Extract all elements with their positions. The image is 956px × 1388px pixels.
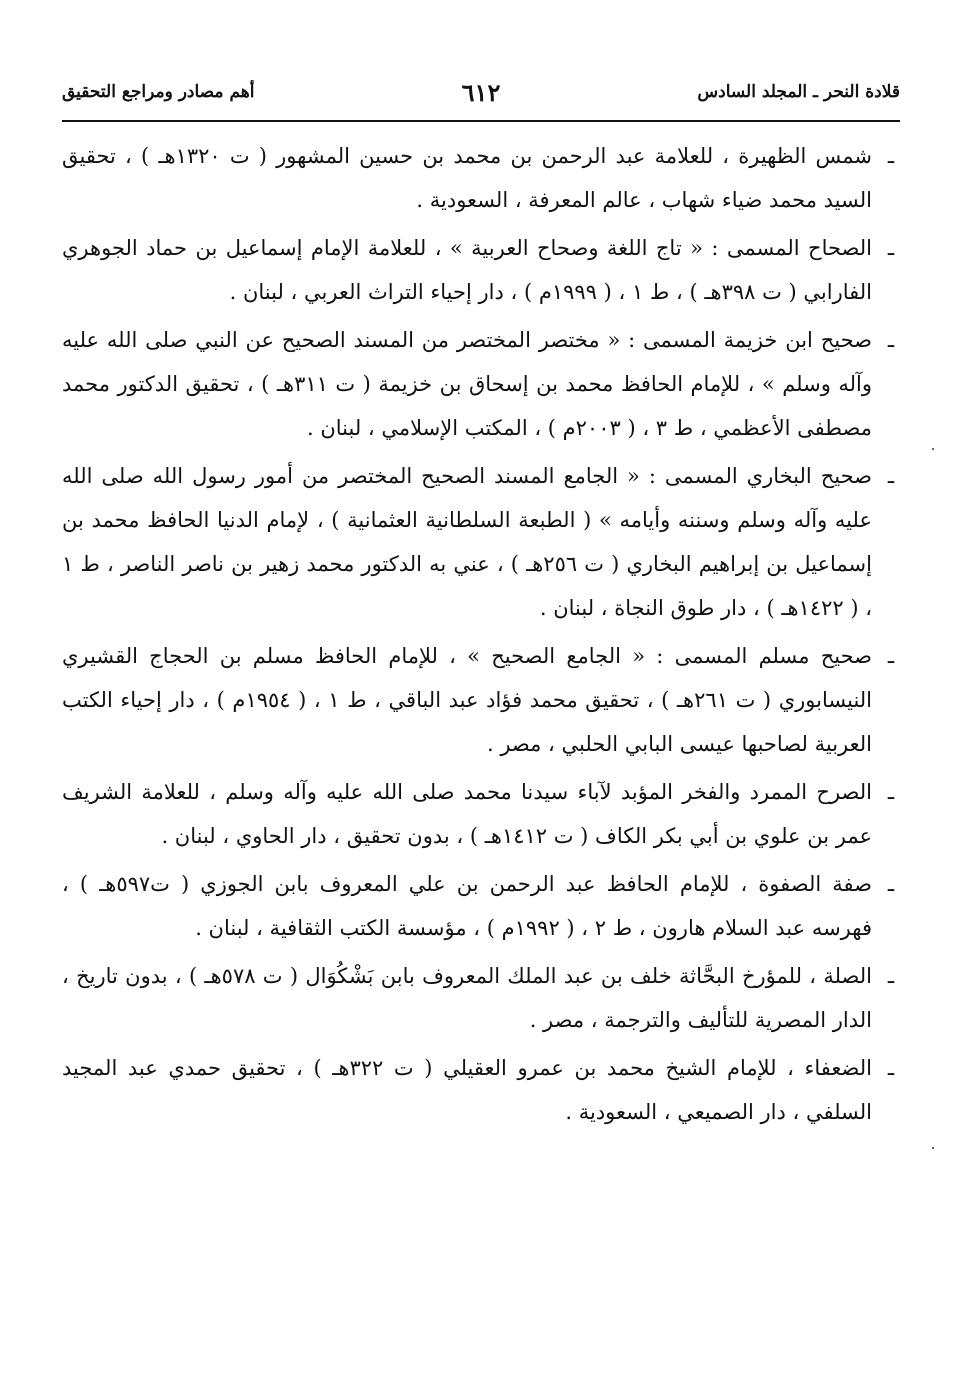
bibliography-entry: ـصفة الصفوة ، للإمام الحافظ عبد الرحمن بن علي المعروف بابن الجوزي ( ت٥٩٧هـ ) ، فهرسه عبد السلام هارون ، ط ٢ ، ( ١٩٩٢م ) ، مؤسسة الكتب الثقافية ، لبنان . [62, 872, 894, 940]
running-header [62, 78, 900, 114]
bibliography-entry: ـصحيح ابن خزيمة المسمى : « مختصر المختصر من المسند الصحيح عن النبي صلى الله عليه وآله وسلم » ، للإمام الحافظ محمد بن إسحاق بن خزيمة ( ت ٣١١هـ ) ، تحقيق الدكتور محمد مصطفى الأعظمي ، ط ٣ ، ( ٢٠٠٣م ) ، المكتب الإسلامي ، لبنان . [62, 328, 894, 440]
header-rule [62, 120, 900, 122]
bibliography-entry: ـالصلة ، للمؤرخ البحَّاثة خلف بن عبد الملك المعروف بابن بَشْكُوَال ( ت ٥٧٨هـ ) ، بدون تاريخ ، الدار المصرية للتأليف والترجمة ، مصر . [62, 964, 894, 1032]
scan-speck [932, 1147, 934, 1149]
bibliography-entry: ـالضعفاء ، للإمام الشيخ محمد بن عمرو العقيلي ( ت ٣٢٢هـ ) ، تحقيق حمدي عبد المجيد السلفي ، دار الصميعي ، السعودية . [62, 1056, 894, 1124]
header-book-title: قلادة النحر ـ المجلد السادس [697, 82, 900, 102]
page-number: ٦١٢ [461, 78, 501, 107]
bibliography-entry: ـالصرح الممرد والفخر المؤبد لآباء سيدنا محمد صلى الله عليه وآله وسلم ، للعلامة الشريف عمر بن علوي بن أبي بكر الكاف ( ت ١٤١٢هـ ) ، بدون تحقيق ، دار الحاوي ، لبنان . [62, 780, 894, 848]
entry-text: الصرح الممرد والفخر المؤبد لآباء سيدنا محمد صلى الله عليه وآله وسلم ، للعلامة الشريف عمر بن علوي بن أبي بكر الكاف ( ت ١٤١٢هـ ) ، بدون تحقيق ، دار الحاوي ، لبنان . [62, 780, 872, 848]
entry-text: شمس الظهيرة ، للعلامة عبد الرحمن بن محمد بن حسين المشهور ( ت ١٣٢٠هـ ) ، تحقيق السيد محمد ضياء شهاب ، عالم المعرفة ، السعودية . [62, 144, 872, 212]
bibliography-list [62, 134, 894, 1138]
header-section-title: أهم مصادر ومراجع التحقيق [62, 82, 255, 102]
entry-text: صحيح مسلم المسمى : « الجامع الصحيح » ، للإمام الحافظ مسلم بن الحجاج القشيري النيسابوري ( ت ٢٦١هـ ) ، تحقيق محمد فؤاد عبد الباقي ، ط ١ ، ( ١٩٥٤م ) ، دار إحياء الكتب العربية لصاحبها عيسى البابي الحلبي ، مصر . [62, 644, 873, 756]
bibliography-entry: ـصحيح مسلم المسمى : « الجامع الصحيح » ، للإمام الحافظ مسلم بن الحجاج القشيري النيسابوري ( ت ٢٦١هـ ) ، تحقيق محمد فؤاد عبد الباقي ، ط ١ ، ( ١٩٥٤م ) ، دار إحياء الكتب العربية لصاحبها عيسى البابي الحلبي ، مصر . [62, 644, 894, 756]
scan-speck [932, 448, 934, 450]
entry-text: صحيح ابن خزيمة المسمى : « مختصر المختصر من المسند الصحيح عن النبي صلى الله عليه وآله وسلم » ، للإمام الحافظ محمد بن إسحاق بن خزيمة ( ت ٣١١هـ ) ، تحقيق الدكتور محمد مصطفى الأعظمي ، ط ٣ ، ( ٢٠٠٣م ) ، المكتب الإسلامي ، لبنان . [62, 328, 872, 440]
entry-text: الضعفاء ، للإمام الشيخ محمد بن عمرو العقيلي ( ت ٣٢٢هـ ) ، تحقيق حمدي عبد المجيد السلفي ، دار الصميعي ، السعودية . [62, 1056, 872, 1124]
entry-text: الصلة ، للمؤرخ البحَّاثة خلف بن عبد الملك المعروف بابن بَشْكُوَال ( ت ٥٧٨هـ ) ، بدون تاريخ ، الدار المصرية للتأليف والترجمة ، مصر . [62, 964, 872, 1032]
bibliography-entry: ـالصحاح المسمى : « تاج اللغة وصحاح العربية » ، للعلامة الإمام إسماعيل بن حماد الجوهري الفارابي ( ت ٣٩٨هـ ) ، ط ١ ، ( ١٩٩٩م ) ، دار إحياء التراث العربي ، لبنان . [62, 236, 894, 304]
bibliography-entry: ـصحيح البخاري المسمى : « الجامع المسند الصحيح المختصر من أمور رسول الله صلى الله عليه وآله وسلم وسننه وأيامه » ( الطبعة السلطانية العثمانية ) ، لإمام الدنيا الحافظ محمد بن إسماعيل بن إبراهيم البخاري ( ت ٢٥٦هـ ) ، عني به الدكتور محمد زهير بن ناصر الناصر ، ط ١ ، ( ١٤٢٢هـ ) ، دار طوق النجاة ، لبنان . [62, 464, 894, 620]
bibliography-entry: ـشمس الظهيرة ، للعلامة عبد الرحمن بن محمد بن حسين المشهور ( ت ١٣٢٠هـ ) ، تحقيق السيد محمد ضياء شهاب ، عالم المعرفة ، السعودية . [62, 144, 894, 212]
entry-text: صفة الصفوة ، للإمام الحافظ عبد الرحمن بن علي المعروف بابن الجوزي ( ت٥٩٧هـ ) ، فهرسه عبد السلام هارون ، ط ٢ ، ( ١٩٩٢م ) ، مؤسسة الكتب الثقافية ، لبنان . [62, 872, 872, 940]
entry-text: صحيح البخاري المسمى : « الجامع المسند الصحيح المختصر من أمور رسول الله صلى الله عليه وآله وسلم وسننه وأيامه » ( الطبعة السلطانية العثمانية ) ، لإمام الدنيا الحافظ محمد بن إسماعيل بن إبراهيم البخاري ( ت ٢٥٦هـ ) ، عني به الدكتور محمد زهير بن ناصر الناصر ، ط ١ ، ( ١٤٢٢هـ ) ، دار طوق النجاة ، لبنان . [62, 464, 872, 620]
entry-text: الصحاح المسمى : « تاج اللغة وصحاح العربية » ، للعلامة الإمام إسماعيل بن حماد الجوهري الفارابي ( ت ٣٩٨هـ ) ، ط ١ ، ( ١٩٩٩م ) ، دار إحياء التراث العربي ، لبنان . [62, 236, 872, 304]
